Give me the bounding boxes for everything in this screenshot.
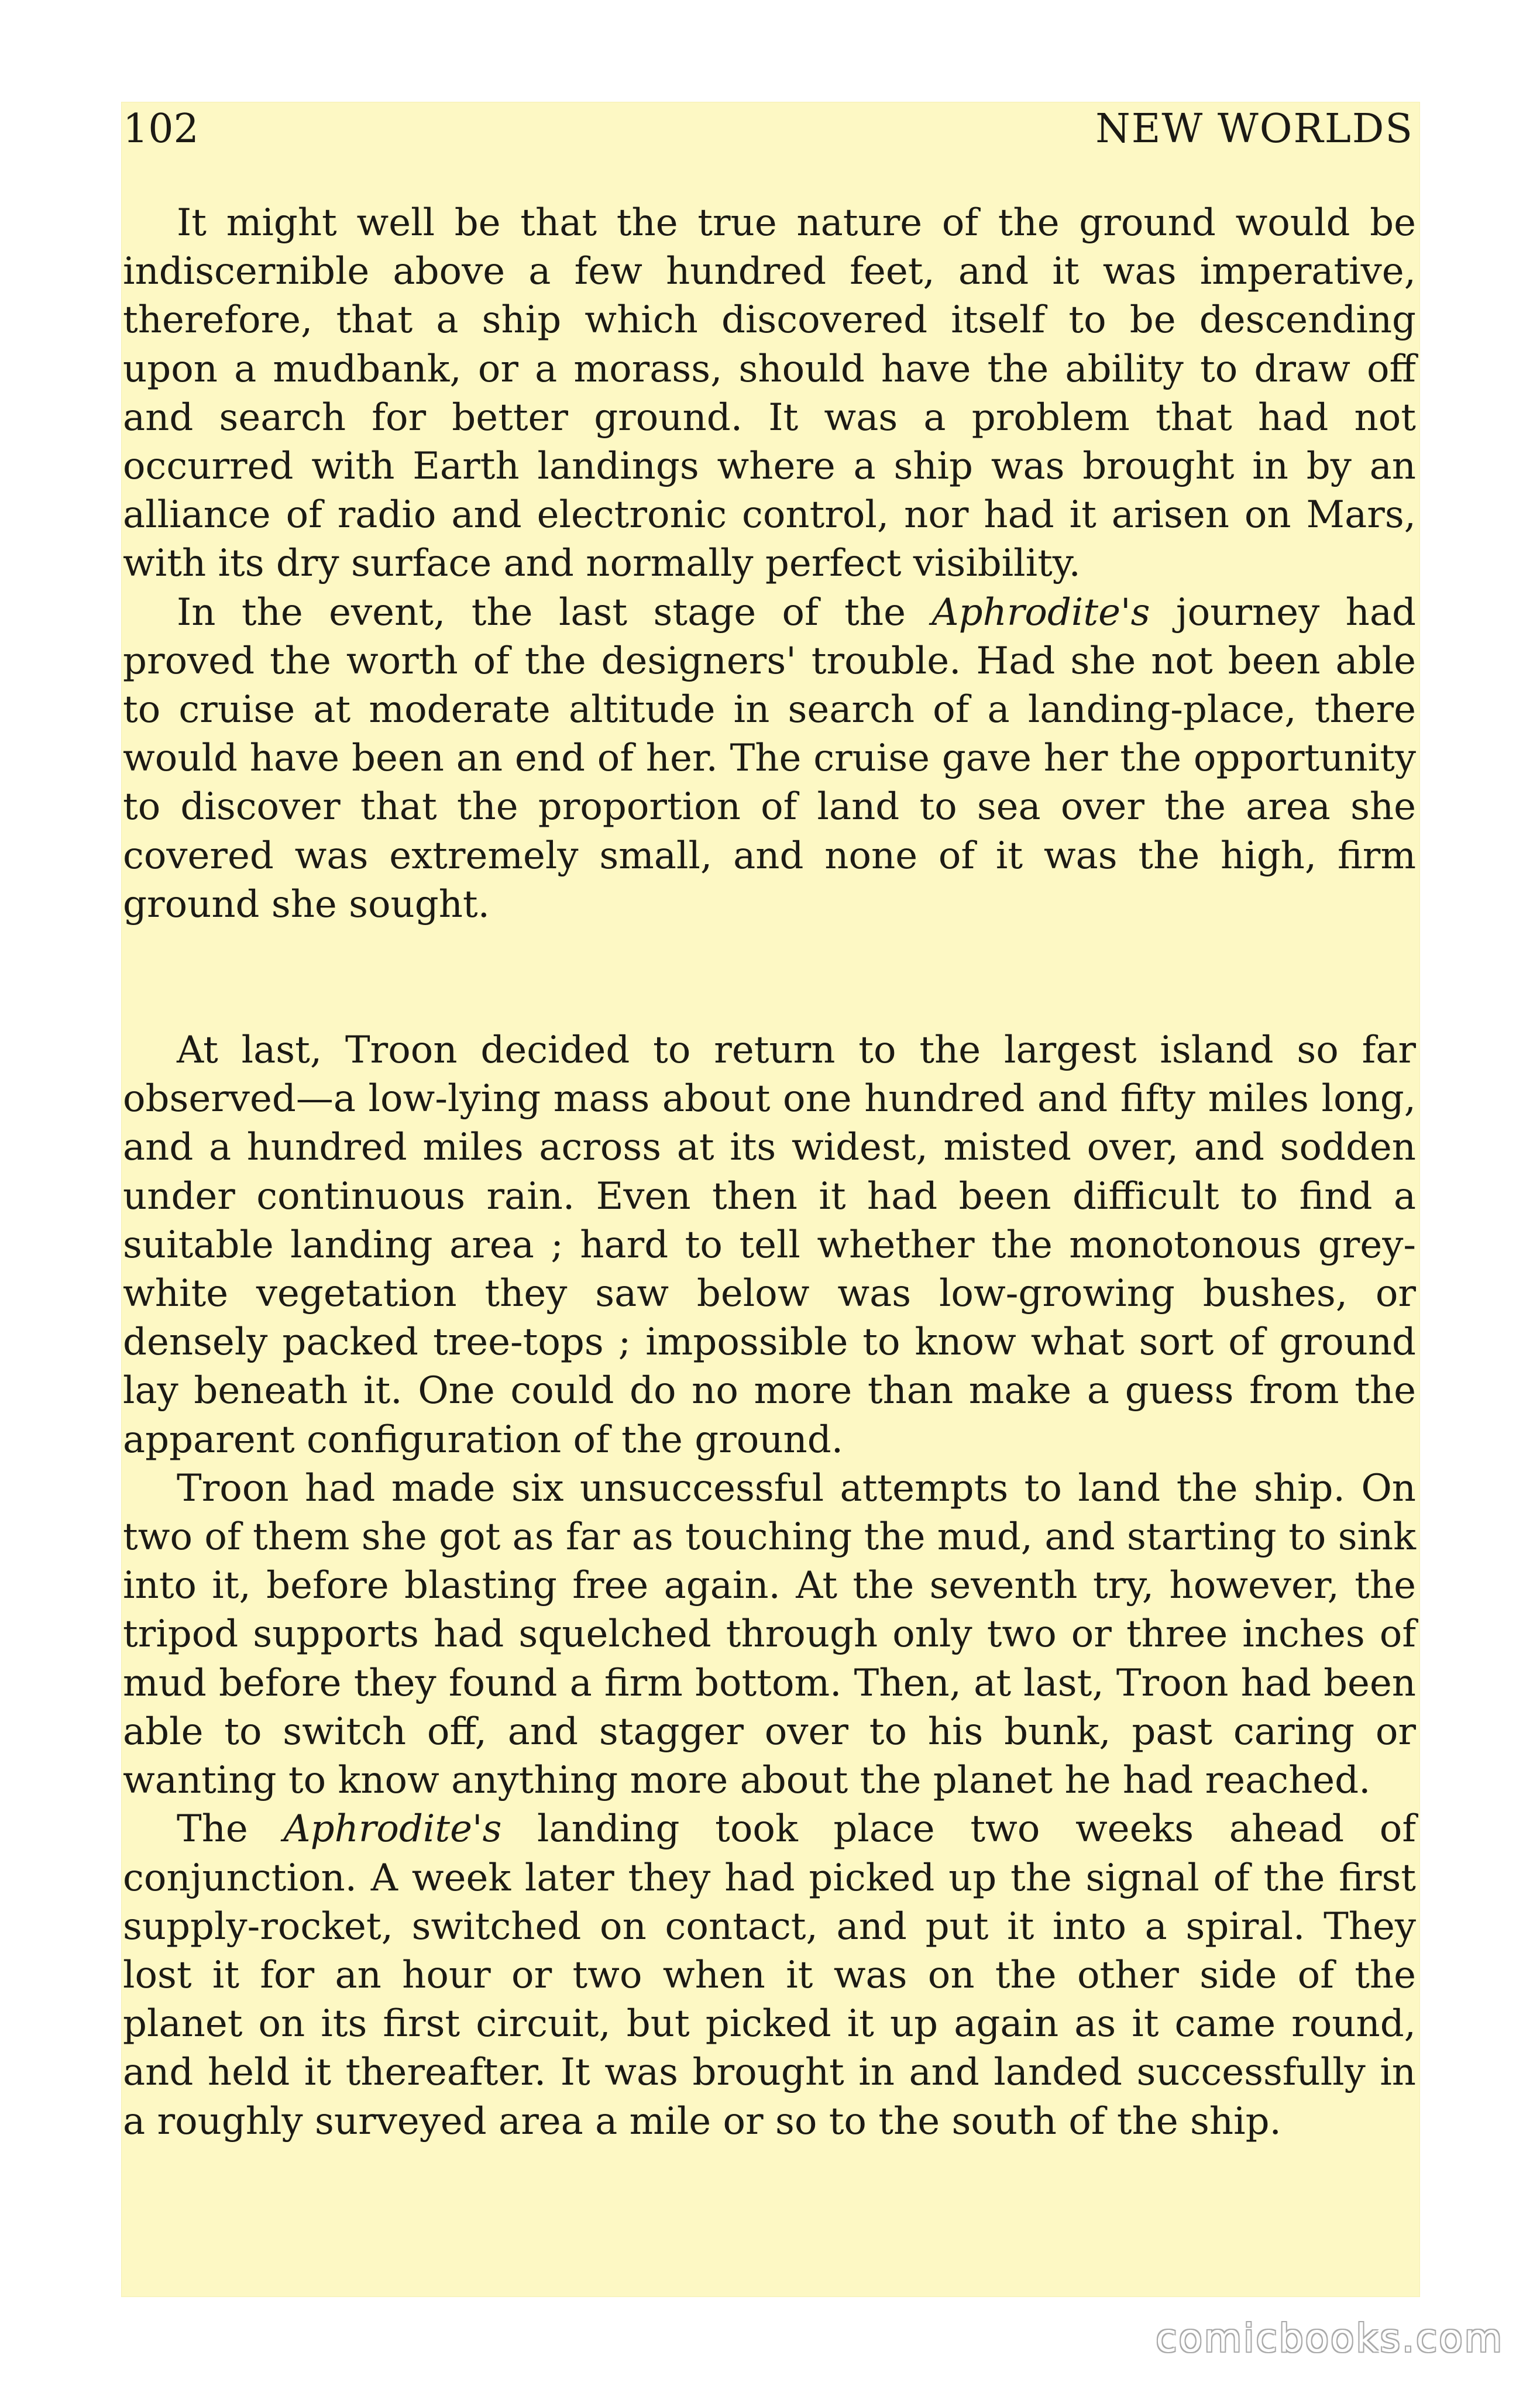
page-header [122, 106, 1419, 176]
paragraph-1: It might well be that the true nature of the ground would be indiscernible above a few hundred feet, and it was imperative, therefore, that a ship which discovered itself to be descending upon a mudbank, or a morass, should have the ability to draw off and search for better ground. It was a problem that had not occurred with Earth landings where a ship was brought in by an alliance of radio and electronic control, nor had it arisen on Mars, with its dry surface and normally perfect visibility. [123, 201, 1416, 586]
running-title: NEW WORLDS [1095, 106, 1414, 152]
paragraph-5 [123, 1805, 1416, 2146]
paragraph-3: At last, Troon decided to return to the largest island so far observed—a low-lying mass about one hundred and fifty miles long, and a hundred miles across at its widest, misted over, and sodden under continuous rain. Even then it had been difficult to find a suitable landing area ; hard to tell whether the monotonous grey-white vegetation they saw below was low-growing bushes, or densely packed tree-tops ; impossible to know what sort of ground lay beneath it. One could do no more than make a guess from the apparent configuration of the ground. [123, 1029, 1416, 1462]
section-break [123, 929, 1416, 1026]
page-number: 102 [123, 106, 199, 152]
book-page [122, 102, 1419, 2296]
paragraph-5-rest: landing took place two weeks ahead of conjunction. A week later they had picked up the signal of the first supply-rocket, switched on contact, and put it into a spiral. They lost it for an hour or two when it was on the other side of the planet on its first circuit, but picked it up again as it came round, and held it thereafter. It was brought in and landed successfully in a roughly surveyed area a mile or so to the south of the ship. [123, 1807, 1417, 2143]
paragraph-2 [123, 589, 1416, 929]
body-text [123, 199, 1416, 2146]
ship-name: Aphrodite's [283, 1807, 502, 1851]
ship-name: Aphrodite's [931, 590, 1150, 634]
paragraph-2-start: In the event, the last stage of the [177, 590, 932, 634]
paragraph-2-rest: journey had proved the worth of the designers' trouble. Had she not been able to cruise at moderate altitude in search of a landing-place, there would have been an end of her. The cruise gave her the opportunity to discover that the proportion of land to sea over the area she covered was extremely small, and none of it was the high, firm ground she sought. [123, 590, 1417, 926]
watermark: comicbooks.com [1156, 2316, 1504, 2361]
paragraph-4: Troon had made six unsuccessful attempts to land the ship. On two of them she got as far as touching the mud, and starting to sink into it, before blasting free again. At the seventh try, however, the tripod supports had squelched through only two or three inches of mud before they found a firm bottom. Then, at last, Troon had been able to switch off, and stagger over to his bunk, past caring or wanting to know anything more about the planet he had reached. [123, 1466, 1416, 1803]
paragraph-5-start: The [177, 1807, 284, 1851]
